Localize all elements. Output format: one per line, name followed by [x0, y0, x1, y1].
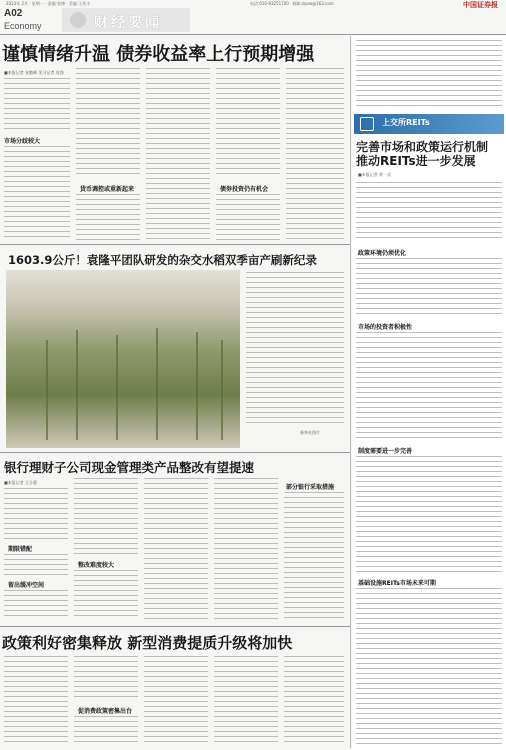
second-col1b-text — [4, 554, 68, 576]
second-subhead-4: 部分银行采取措施 — [286, 484, 335, 491]
reits-tag: 上交所REITs — [382, 118, 430, 127]
second-byline: ■本报记者 王方蕾 — [4, 480, 38, 485]
feature-caption-text — [246, 272, 344, 424]
reits-title-line2[interactable]: 推动REITs进一步发展 — [356, 154, 476, 168]
bottom-col5-text — [284, 656, 344, 746]
reits-subhead-4: 基础设施REITs市场未来可期 — [358, 580, 436, 587]
feature-top-divider — [0, 244, 350, 245]
bottom-col4-text — [214, 656, 278, 746]
bottom-top-divider — [0, 626, 350, 627]
lead-subhead-2: 货币调控或重新起来 — [80, 186, 135, 193]
lead-byline: ■本报记者 张勤峰 见习记者 连润 — [4, 70, 64, 75]
lead-col5-text — [286, 68, 344, 240]
newspaper-brand: 中国证券报 — [463, 1, 498, 9]
second-headline[interactable]: 银行理财子公司现金管理类产品整改有望提速 — [4, 460, 255, 475]
second-col3-text — [144, 478, 208, 620]
bottom-col2-text — [74, 656, 138, 700]
reits-section2-text — [356, 332, 502, 440]
reits-logo-icon — [360, 117, 374, 131]
second-subhead-1: 期限错配 — [8, 546, 33, 553]
lead-col1b-text — [4, 146, 70, 240]
second-subhead-2: 留出缓冲空间 — [8, 582, 45, 589]
second-col1-text — [4, 488, 68, 540]
second-top-divider — [0, 452, 350, 453]
lead-col1-text — [4, 78, 70, 130]
page-number: A02 — [4, 8, 23, 19]
bottom-col3-text — [144, 656, 208, 746]
page-header — [0, 6, 506, 34]
banner-logo-icon — [70, 12, 86, 28]
reits-section1-text — [356, 258, 502, 318]
bottom-subhead-1: 促消费政策密集出台 — [78, 708, 133, 715]
bottom-col2b-text — [74, 716, 138, 746]
rice-field-photo[interactable] — [6, 270, 240, 448]
lead-subhead-3: 债券投资仍有机会 — [220, 186, 269, 193]
reits-title-line1[interactable]: 完善市场和政策运行机制 — [356, 140, 489, 154]
meta-left: 2023年 2月 · 星期一 · 责编:张博 · 美编:王兆丰 — [6, 1, 91, 6]
reits-section3-text — [356, 456, 502, 572]
bottom-headline[interactable]: 政策利好密集释放 新型消费提质升级将加快 — [2, 634, 293, 652]
lead-subhead-1: 市场分歧较大 — [4, 138, 41, 145]
reits-byline: ■本报记者 黄一灵 — [358, 172, 392, 177]
second-col1c-text — [4, 590, 68, 620]
reits-subhead-3: 制度需要进一步完善 — [358, 448, 413, 455]
lead-headline[interactable]: 谨慎情绪升温 债券收益率上行预期增强 — [2, 44, 315, 65]
reits-subhead-2: 市场的投资者积极性 — [358, 324, 413, 331]
section-banner — [62, 8, 190, 32]
reits-top-text — [356, 40, 502, 110]
second-col2b-text — [74, 570, 138, 620]
banner-title: 财经要闻 — [94, 15, 162, 31]
lead-col2b-text — [76, 194, 140, 240]
second-subhead-3: 整改难度较大 — [78, 562, 115, 569]
lead-col4b-text — [216, 194, 280, 240]
feature-photo-credit: 新华社图片 — [300, 430, 320, 435]
meta-contact: 电话:010-83251700 · 邮箱:zqxw@163.com — [250, 1, 334, 6]
reits-tag-bar — [354, 114, 504, 134]
feature-headline[interactable]: 1603.9公斤！袁隆平团队研发的杂交水稻双季亩产刷新纪录 — [8, 253, 317, 267]
second-col4-text — [214, 478, 278, 620]
column-divider — [350, 36, 351, 748]
section-name: Economy — [4, 21, 42, 31]
header-divider — [0, 34, 506, 35]
lead-col4-text — [216, 68, 280, 178]
second-col2-text — [74, 478, 138, 554]
reits-subhead-1: 政策环境仍须优化 — [358, 250, 407, 257]
lead-col2-text — [76, 68, 140, 178]
reits-section4-text — [356, 588, 502, 744]
reits-intro-text — [356, 182, 502, 242]
lead-col3-text — [146, 68, 210, 240]
bottom-col1-text — [4, 656, 68, 746]
second-col5-text — [284, 492, 344, 620]
